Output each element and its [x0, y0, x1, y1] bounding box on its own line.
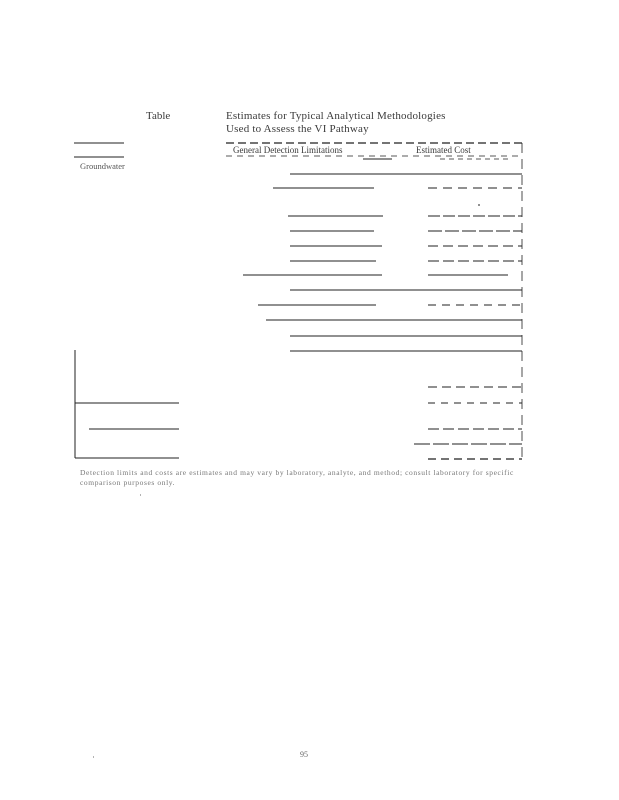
footnote-line-2: comparison purposes only. [80, 478, 176, 487]
column-header-media: Groundwater [80, 161, 125, 171]
column-header-limits: General Detection Limitations [233, 145, 343, 155]
footnote-line-1: Detection limits and costs are estimates and may vary by laboratory, analyte, and method; consult laboratory for specific [80, 468, 514, 477]
column-header-cost: Estimated Cost [416, 145, 471, 155]
page-number: 95 [300, 750, 308, 759]
table-title: Estimates for Typical Analytical Methodologies [226, 110, 446, 122]
table-subtitle: Used to Assess the VI Pathway [226, 123, 369, 135]
table-label: Table [146, 110, 171, 122]
